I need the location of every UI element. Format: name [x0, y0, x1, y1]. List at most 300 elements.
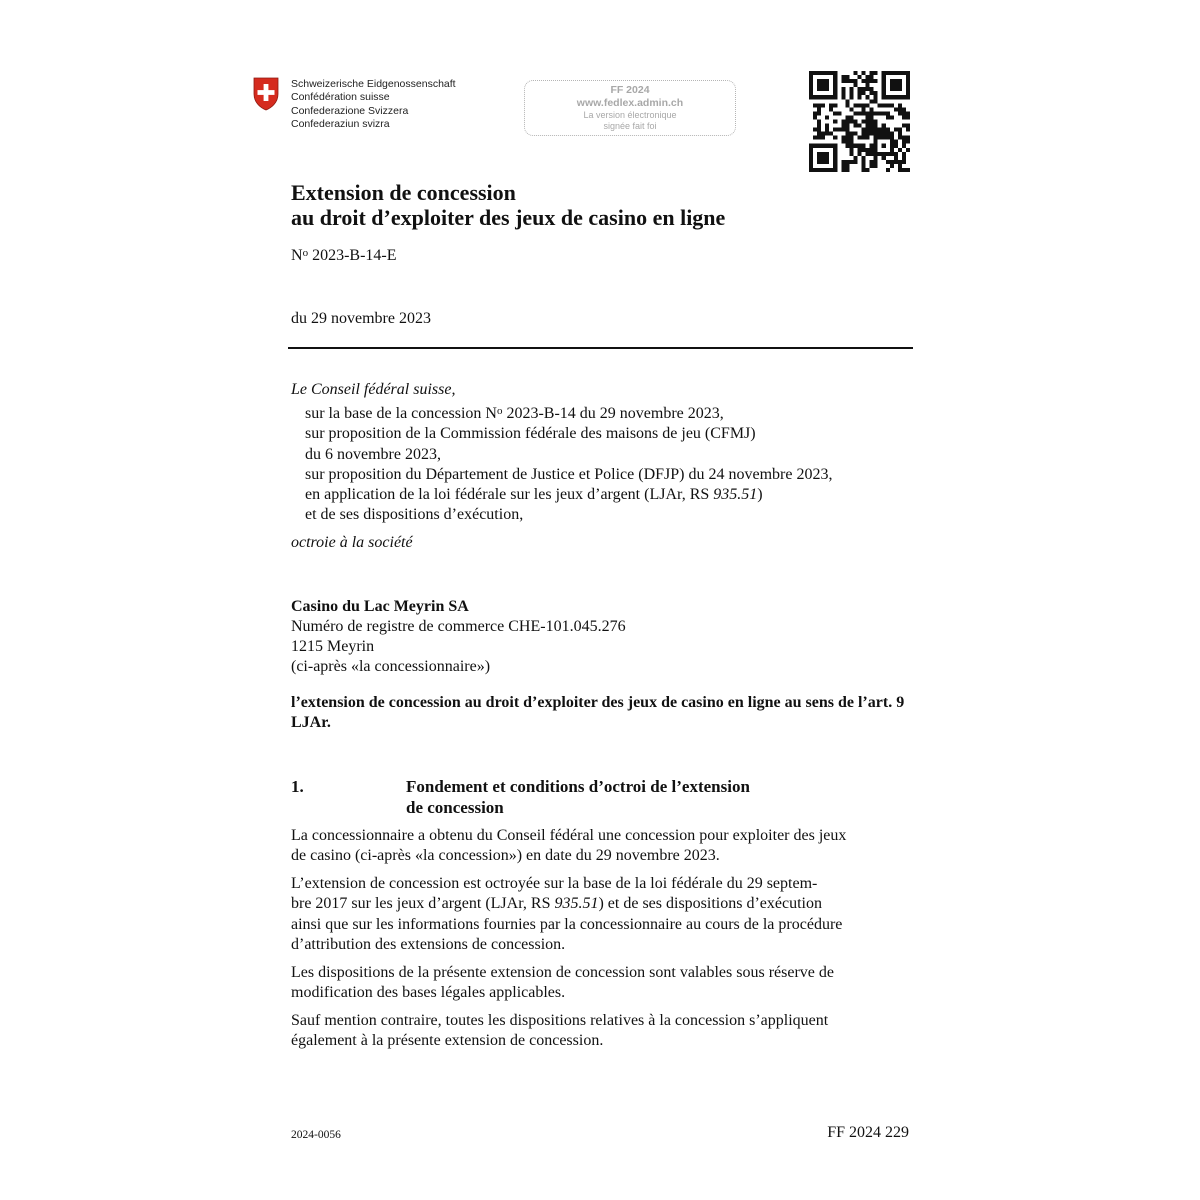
paragraph-2-line-4: d’attribution des extensions de concession. [291, 935, 566, 953]
qr-module [833, 75, 837, 79]
preamble-line-1-text-end: 2023-B-14 du 29 novembre 2023, [502, 405, 724, 422]
qr-module [817, 128, 821, 132]
qr-module [902, 168, 906, 172]
qr-module [894, 83, 898, 87]
qr-module [894, 95, 898, 99]
qr-module [845, 140, 849, 144]
qr-module [862, 164, 866, 168]
qr-module [890, 132, 894, 136]
qr-module [902, 124, 906, 128]
qr-module [906, 91, 910, 95]
qr-module [825, 79, 829, 83]
qr-module [874, 99, 878, 103]
qr-module [898, 83, 902, 87]
qr-module [809, 168, 813, 172]
qr-module [898, 103, 902, 107]
qr-module [813, 168, 817, 172]
qr-module [862, 156, 866, 160]
qr-module [825, 83, 829, 87]
qr-module [890, 140, 894, 144]
qr-module [878, 111, 882, 115]
qr-module [841, 164, 845, 168]
qr-module [902, 152, 906, 156]
qr-module [825, 124, 829, 128]
qr-module [821, 160, 825, 164]
qr-module [845, 124, 849, 128]
qr-module [906, 83, 910, 87]
qr-module [874, 164, 878, 168]
qr-module [866, 148, 870, 152]
stamp-line-foi: signée fait foi [603, 121, 657, 131]
qr-module [849, 136, 853, 140]
qr-module [882, 124, 886, 128]
qr-module [857, 91, 861, 95]
paragraph-2-rs-reference: 935.51 [554, 895, 599, 913]
qr-module [866, 103, 870, 107]
qr-module [866, 128, 870, 132]
qr-module [878, 152, 882, 156]
paragraph-1-line-2: de casino (ci-après «la concession») en date du 29 novembre 2023. [291, 847, 720, 865]
qr-module [866, 87, 870, 91]
qr-module [906, 71, 910, 75]
qr-module [882, 111, 886, 115]
qr-module [857, 75, 861, 79]
qr-module [862, 136, 866, 140]
qr-module [862, 144, 866, 148]
qr-module [874, 136, 878, 140]
qr-module [902, 107, 906, 111]
qr-module [833, 87, 837, 91]
qr-module [857, 111, 861, 115]
qr-module [898, 132, 902, 136]
qr-module [882, 79, 886, 83]
qr-module [870, 124, 874, 128]
qr-module [894, 144, 898, 148]
company-alias: (ci-après «la concessionnaire») [291, 658, 491, 675]
qr-module [898, 164, 902, 168]
qr-module [898, 148, 902, 152]
qr-module [833, 111, 837, 115]
footer-reference: 2024-0056 [291, 1129, 341, 1141]
title-line-1: Extension de concession [291, 180, 516, 205]
title-line-2: au droit d’exploiter des jeux de casino en ligne [291, 205, 726, 230]
paragraph-2-line-2-text: bre 2017 sur les jeux d’argent (LJAr, RS [291, 895, 555, 913]
company-name: Casino du Lac Meyrin SA [291, 598, 469, 615]
qr-module [841, 75, 845, 79]
qr-module [890, 160, 894, 164]
qr-module [813, 111, 817, 115]
qr-module [833, 71, 837, 75]
qr-module [866, 119, 870, 123]
qr-module [849, 140, 853, 144]
qr-module [874, 160, 878, 164]
qr-module [906, 124, 910, 128]
qr-module [853, 144, 857, 148]
qr-module [874, 111, 878, 115]
qr-module [874, 144, 878, 148]
qr-module [825, 128, 829, 132]
qr-module [862, 87, 866, 91]
qr-module [862, 119, 866, 123]
qr-module [890, 164, 894, 168]
qr-module [829, 71, 833, 75]
qr-module [870, 115, 874, 119]
preamble-heading: Le Conseil fédéral suisse, [291, 381, 456, 398]
qr-module [870, 87, 874, 91]
section-title-line-1: Fondement et conditions d’octroi de l’extension [406, 777, 750, 796]
stamp-line-version: La version électronique [583, 110, 677, 120]
qr-module [849, 115, 853, 119]
qr-module [862, 71, 866, 75]
qr-module [906, 95, 910, 99]
qr-module [849, 79, 853, 83]
paragraph-4-line-2: également à la présente extension de concession. [291, 1032, 604, 1050]
qr-module [849, 152, 853, 156]
qr-module [817, 79, 821, 83]
qr-module [853, 71, 857, 75]
qr-module [886, 111, 890, 115]
qr-module [821, 136, 825, 140]
confederation-name-rm: Confederaziun svizra [291, 118, 390, 131]
qr-module [853, 103, 857, 107]
qr-module [817, 71, 821, 75]
paragraph-1 [291, 826, 911, 867]
qr-module [833, 160, 837, 164]
qr-module [866, 124, 870, 128]
qr-module [809, 160, 813, 164]
qr-module [841, 128, 845, 132]
qr-module [833, 79, 837, 83]
qr-module [853, 124, 857, 128]
qr-module [886, 136, 890, 140]
qr-module [882, 128, 886, 132]
qr-module [809, 95, 813, 99]
qr-module [870, 160, 874, 164]
qr-module [821, 156, 825, 160]
qr-module [857, 124, 861, 128]
qr-module [890, 83, 894, 87]
company-registry: Numéro de registre de commerce CHE-101.045.276 [291, 618, 626, 635]
qr-module [845, 168, 849, 172]
qr-module [886, 115, 890, 119]
qr-module [813, 103, 817, 107]
qr-module [833, 152, 837, 156]
qr-module [902, 140, 906, 144]
qr-module [906, 128, 910, 132]
qr-module [813, 144, 817, 148]
qr-module [886, 160, 890, 164]
qr-module [813, 115, 817, 119]
qr-module [870, 132, 874, 136]
preamble-line-5 [305, 485, 832, 505]
preamble-line-5-text-end: ) [757, 486, 763, 504]
qr-module [813, 71, 817, 75]
qr-module [898, 107, 902, 111]
qr-module [825, 152, 829, 156]
qr-module [845, 136, 849, 140]
confederation-name-de: Schweizerische Eidgenossenschaft [291, 78, 456, 90]
qr-module [890, 79, 894, 83]
qr-module [841, 136, 845, 140]
qr-module [821, 168, 825, 172]
qr-module [902, 136, 906, 140]
qr-module [833, 144, 837, 148]
qr-module [862, 79, 866, 83]
preamble-line-3: du 6 novembre 2023, [305, 445, 441, 463]
qr-module [829, 103, 833, 107]
qr-module [817, 95, 821, 99]
qr-module [898, 71, 902, 75]
qr-module [898, 87, 902, 91]
qr-module [853, 79, 857, 83]
qr-module [870, 99, 874, 103]
paragraph-4 [291, 1011, 911, 1052]
qr-module [882, 87, 886, 91]
qr-module [882, 83, 886, 87]
electronic-signature-stamp [524, 80, 736, 136]
qr-module [906, 148, 910, 152]
qr-module [833, 136, 837, 140]
qr-module [853, 156, 857, 160]
qr-module [874, 132, 878, 136]
qr-module [898, 136, 902, 140]
qr-module [845, 144, 849, 148]
qr-module [813, 136, 817, 140]
qr-module [874, 91, 878, 95]
qr-module [849, 132, 853, 136]
document-number [291, 246, 397, 266]
number-sup: o [302, 247, 309, 259]
qr-module [825, 160, 829, 164]
qr-module [874, 128, 878, 132]
paragraph-1-line-1: La concessionnaire a obtenu du Conseil fédéral une concession pour exploiter des jeux [291, 827, 847, 844]
qr-module [874, 79, 878, 83]
qr-module [866, 79, 870, 83]
qr-module [882, 156, 886, 160]
qr-module [902, 144, 906, 148]
qr-module [894, 156, 898, 160]
qr-module [870, 119, 874, 123]
qr-module [886, 128, 890, 132]
qr-module [845, 119, 849, 123]
qr-module [829, 95, 833, 99]
section-title-line-2: de concession [406, 797, 504, 817]
stamp-line-url: www.fedlex.admin.ch [576, 97, 684, 109]
qr-module [882, 136, 886, 140]
qr-module [821, 87, 825, 91]
qr-module [890, 152, 894, 156]
qr-module [817, 160, 821, 164]
qr-module [845, 160, 849, 164]
qr-module [866, 83, 870, 87]
qr-module [821, 144, 825, 148]
qr-module [866, 136, 870, 140]
qr-module [894, 160, 898, 164]
qr-module [902, 111, 906, 115]
qr-module [866, 111, 870, 115]
qr-module [817, 136, 821, 140]
qr-module [817, 124, 821, 128]
qr-module [853, 111, 857, 115]
qr-module [874, 156, 878, 160]
qr-module [866, 95, 870, 99]
qr-module [821, 152, 825, 156]
qr-module [841, 168, 845, 172]
qr-module [886, 152, 890, 156]
qr-module [886, 132, 890, 136]
qr-module [890, 148, 894, 152]
preamble-closing: octroie à la société [291, 534, 413, 551]
qr-module [809, 71, 813, 75]
qr-module [857, 103, 861, 107]
qr-module [857, 148, 861, 152]
grant-statement: l’extension de concession au droit d’exploiter des jeux de casino en ligne au sens de l’art. 9 LJAr. [291, 694, 905, 731]
qr-module [809, 79, 813, 83]
rs-reference: 935.51 [713, 486, 758, 504]
qr-module [837, 111, 841, 115]
qr-module [898, 128, 902, 132]
qr-module [898, 168, 902, 172]
qr-module [853, 119, 857, 123]
swiss-coat-of-arms-icon [253, 77, 279, 111]
qr-module [906, 115, 910, 119]
qr-module [882, 91, 886, 95]
qr-module [890, 87, 894, 91]
qr-module [817, 119, 821, 123]
qr-module [817, 111, 821, 115]
number-prefix: N [291, 247, 303, 264]
qr-module [817, 168, 821, 172]
qr-module [825, 71, 829, 75]
qr-module [817, 83, 821, 87]
qr-module [862, 132, 866, 136]
section-title [406, 777, 750, 818]
document-title [291, 180, 725, 230]
number-value: 2023-B-14-E [308, 247, 397, 264]
qr-module [870, 144, 874, 148]
qr-module [902, 115, 906, 119]
qr-module [862, 91, 866, 95]
qr-module [817, 87, 821, 91]
document-date: du 29 novembre 2023 [291, 310, 431, 327]
qr-module [886, 103, 890, 107]
qr-module [841, 140, 845, 144]
qr-module [866, 115, 870, 119]
qr-module [898, 111, 902, 115]
qr-module [862, 148, 866, 152]
qr-module [841, 91, 845, 95]
qr-module [882, 103, 886, 107]
qr-module [841, 160, 845, 164]
qr-module [874, 119, 878, 123]
qr-module [845, 115, 849, 119]
qr-module [817, 156, 821, 160]
qr-module [825, 115, 829, 119]
qr-module [809, 91, 813, 95]
qr-module [878, 128, 882, 132]
qr-module [894, 152, 898, 156]
qr-module [894, 79, 898, 83]
qr-module [870, 152, 874, 156]
qr-module [853, 160, 857, 164]
qr-module [829, 107, 833, 111]
qr-module [849, 119, 853, 123]
qr-module [874, 95, 878, 99]
qr-module [841, 119, 845, 123]
qr-module [833, 164, 837, 168]
qr-module [849, 95, 853, 99]
paragraph-2-line-1: L’extension de concession est octroyée sur la base de la loi fédérale du 29 septem- [291, 875, 818, 892]
qr-module [870, 111, 874, 115]
confederation-name-fr: Confédération suisse [291, 91, 390, 104]
qr-module [882, 95, 886, 99]
qr-module [878, 103, 882, 107]
qr-module [890, 71, 894, 75]
qr-module [817, 144, 821, 148]
qr-module [886, 71, 890, 75]
qr-module [866, 132, 870, 136]
qr-module [829, 168, 833, 172]
qr-module [809, 83, 813, 87]
paragraph-2-line-3: ainsi que sur les informations fournies par la concessionnaire au cours de la procédure [291, 915, 843, 933]
qr-module [809, 148, 813, 152]
qr-module [906, 140, 910, 144]
qr-module [870, 128, 874, 132]
qr-module [849, 107, 853, 111]
qr-module [882, 71, 886, 75]
qr-module [833, 103, 837, 107]
qr-module [809, 152, 813, 156]
qr-module [809, 75, 813, 79]
qr-module [817, 103, 821, 107]
qr-module [857, 144, 861, 148]
qr-module [821, 79, 825, 83]
qr-module [809, 144, 813, 148]
qr-module [870, 91, 874, 95]
paragraph-3 [291, 963, 911, 1004]
qr-module [825, 144, 829, 148]
qr-module [894, 87, 898, 91]
qr-module [902, 95, 906, 99]
qr-module [906, 79, 910, 83]
qr-module [833, 156, 837, 160]
qr-module [845, 79, 849, 83]
qr-module [862, 103, 866, 107]
qr-module [817, 132, 821, 136]
preamble-line-2: sur proposition de la Commission fédérale des maisons de jeu (CFMJ) [305, 425, 756, 443]
qr-module [809, 156, 813, 160]
qr-module [825, 156, 829, 160]
qr-module [849, 87, 853, 91]
qr-module [890, 115, 894, 119]
qr-module [809, 87, 813, 91]
qr-module [894, 128, 898, 132]
qr-module [825, 95, 829, 99]
qr-module [906, 111, 910, 115]
qr-module [906, 168, 910, 172]
qr-module [882, 144, 886, 148]
qr-module [902, 156, 906, 160]
preamble-line-5-text: en application de la loi fédérale sur les jeux d’argent (LJAr, RS [305, 486, 714, 504]
qr-module [825, 87, 829, 91]
qr-module [886, 168, 890, 172]
qr-module [882, 75, 886, 79]
qr-module [890, 103, 894, 107]
qr-module [853, 83, 857, 87]
qr-module [866, 75, 870, 79]
qr-module [862, 128, 866, 132]
qr-module [890, 144, 894, 148]
